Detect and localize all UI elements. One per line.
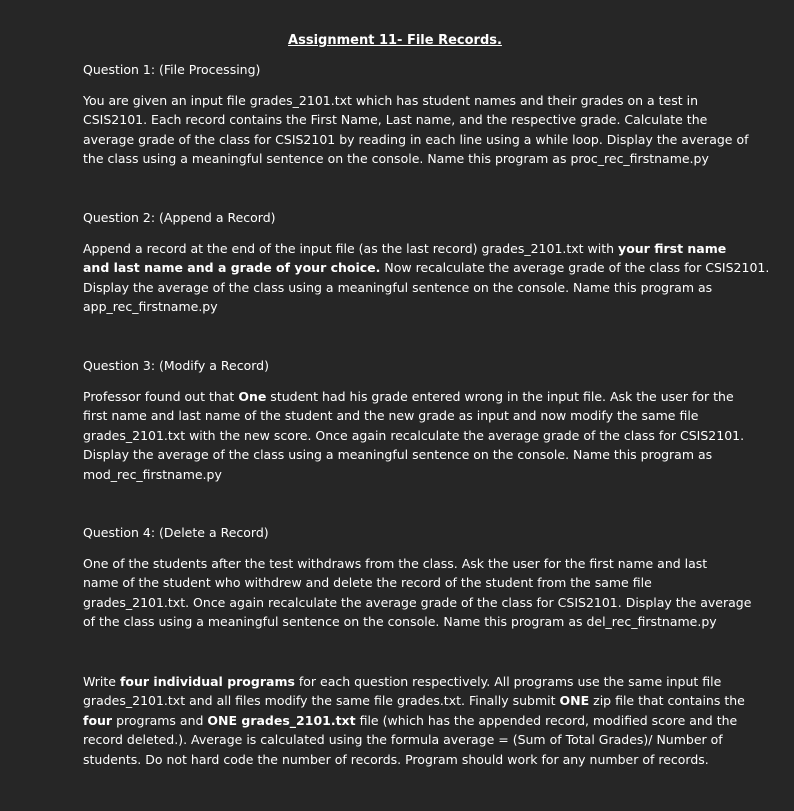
instruction-line: record deleted.). Average is calculated using the formula average = (Sum of Total Grades)/ Number of [83,732,723,748]
question-4-line: of the class using a meaningful sentence on the console. Name this program as del_rec_firstname.py [83,614,717,630]
question-1-line: You are given an input file grades_2101.txt which has student names and their grades on a test in [83,93,699,108]
question-1-line: CSIS2101. Each record contains the First Name, Last name, and the respective grade. Calculate the [83,112,708,128]
question-2-line [83,239,769,258]
question-2-heading: Question 2: (Append a Record) [83,210,276,225]
text-run: Now recalculate the average grade of the class for CSIS2101. [380,260,770,276]
instruction-line: students. Do not hard code the number of records. Program should work for any number of records. [83,751,709,767]
question-4-heading: Question 4: (Delete a Record) [83,525,269,540]
question-4-line: grades_2101.txt. Once again recalculate the average grade of the class for CSIS2101. Display the average [83,594,752,610]
text-run: grades_2101.txt and all files modify the same file grades.txt. Finally submit [83,693,560,709]
bold-text: your first name [618,241,727,256]
text-run: for each question respectively. All programs use the same input file [294,674,722,689]
question-4-line: name of the student who withdrew and delete the record of the student from the same file [83,575,652,591]
question-2-text [83,239,769,317]
question-4-text [83,554,751,632]
bold-text: and last name and a grade of your choice. [83,260,381,276]
question-3-text [83,387,744,484]
bold-text: One [238,389,267,404]
question-2-line: app_rec_firstname.py [83,299,218,315]
text-run: Write [83,674,120,689]
bold-text: ONE grades_2101.txt [207,712,356,728]
submission-instructions [83,672,745,769]
question-3-heading: Question 3: (Modify a Record) [83,358,269,373]
text-run: zip file that contains the [589,693,745,709]
bold-text: four [83,712,113,728]
text-run: file (which has the appended record, modified score and the [355,712,738,728]
question-4-line: One of the students after the test withdraws from the class. Ask the user for the first name and last [83,556,708,571]
question-3-line: grades_2101.txt with the new score. Once again recalculate the average grade of the class for CSIS2101. [83,427,745,443]
text-run: programs and [112,712,208,728]
bold-text: ONE [559,693,590,709]
instruction-line [83,672,745,691]
text-run: student had his grade entered wrong in the input file. Ask the user for the [266,389,734,404]
assignment-title: Assignment 11- File Records. [288,33,502,48]
question-1-line: the class using a meaningful sentence on the console. Name this program as proc_rec_firstname.py [83,151,709,167]
question-2-line: Display the average of the class using a meaningful sentence on the console. Name this program as [83,279,713,295]
text-run: Professor found out that [83,389,239,404]
bold-text: four individual programs [119,674,295,689]
question-3-line [83,387,744,406]
text-run: Append a record at the end of the input file (as the last record) grades_2101.txt with [83,241,619,256]
question-1-line: average grade of the class for CSIS2101 by reading in each line using a while loop. Display the average of [83,131,749,147]
question-1-heading: Question 1: (File Processing) [83,62,261,77]
question-3-line: first name and last name of the student and the new grade as input and now modify the same file [83,408,699,424]
question-3-line: mod_rec_firstname.py [83,466,222,482]
question-2-line [83,258,769,277]
question-3-line: Display the average of the class using a meaningful sentence on the console. Name this program as [83,447,713,463]
instruction-line [83,711,745,730]
instruction-line [83,691,745,710]
question-1-text [83,91,749,169]
